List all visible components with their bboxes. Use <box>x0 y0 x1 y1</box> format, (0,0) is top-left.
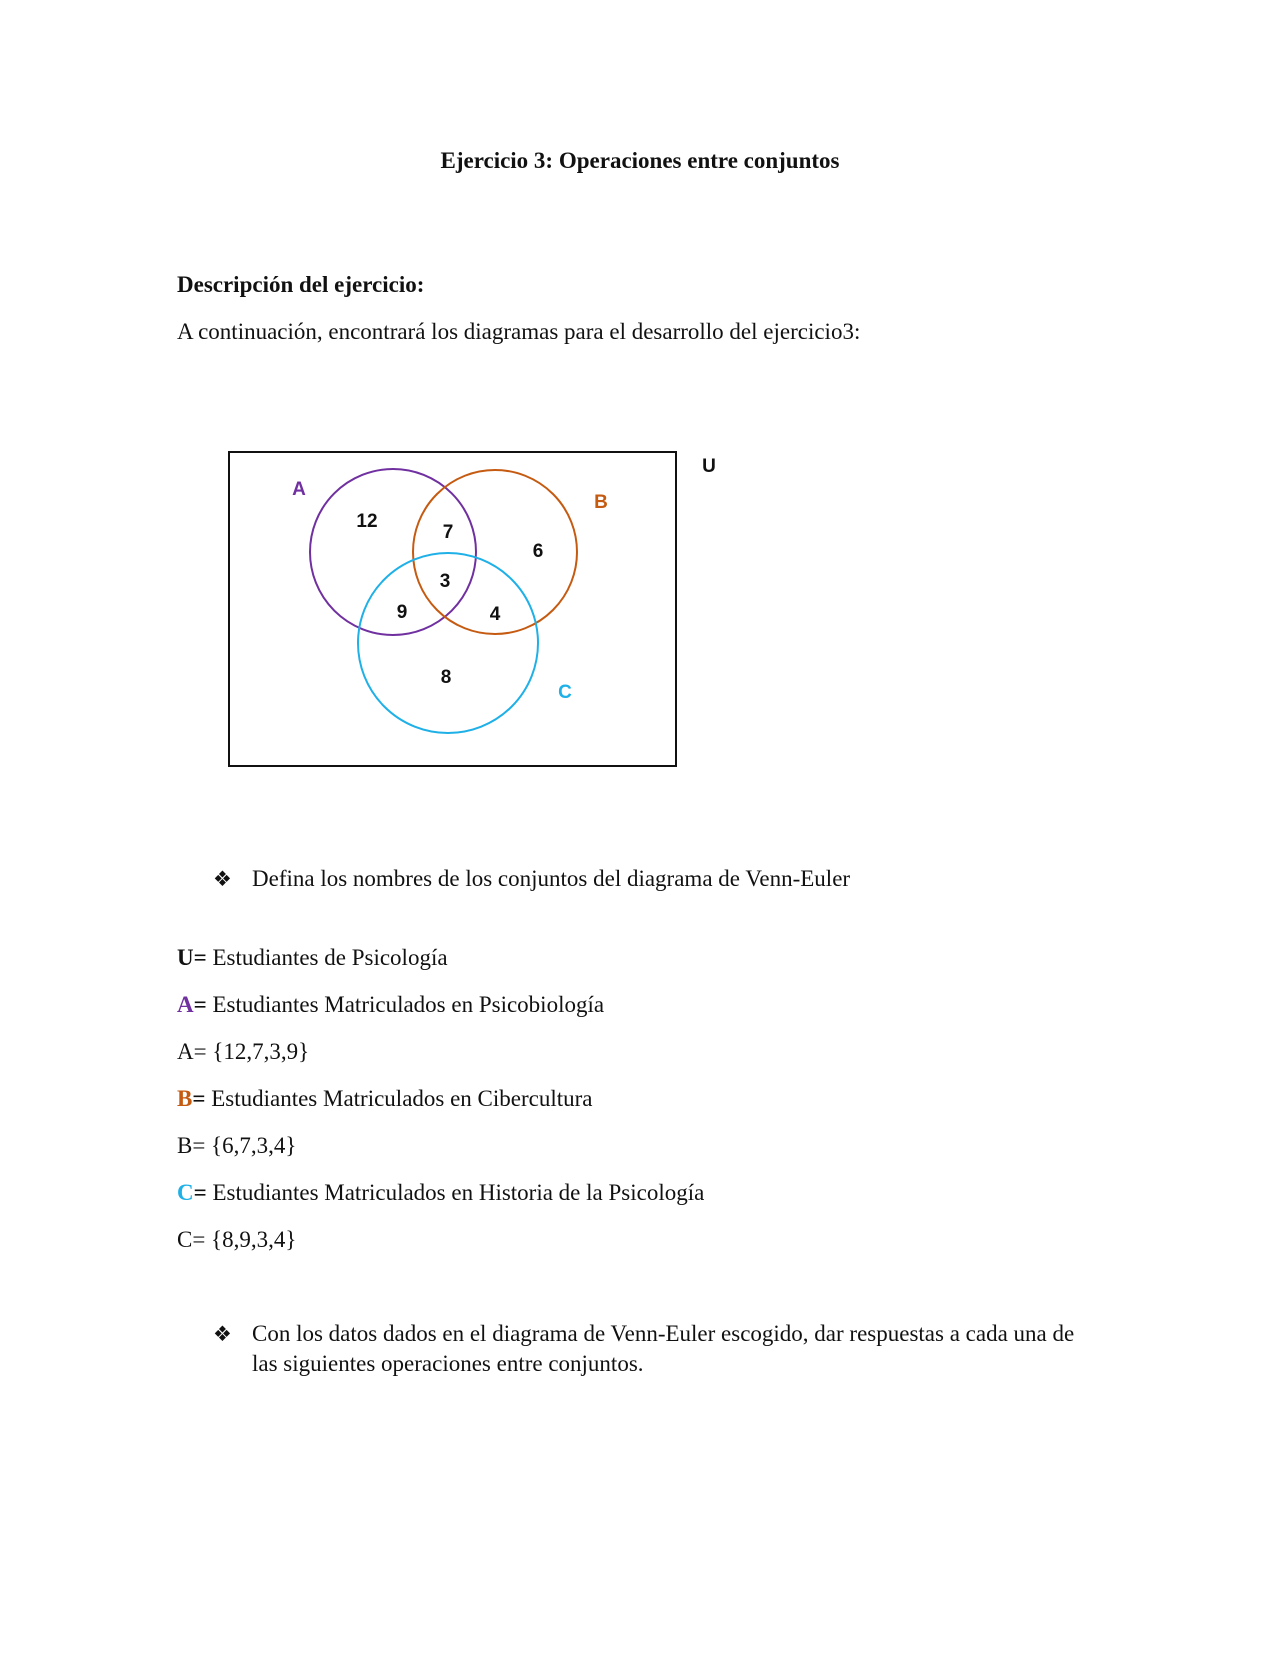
c-key: C <box>177 1180 194 1205</box>
set-b-label: B <box>594 492 608 513</box>
b-key: B <box>177 1086 193 1111</box>
bullet-icon: ❖ <box>213 867 232 891</box>
region-b-c: 4 <box>489 604 501 625</box>
set-c-elements: C= {8,9,3,4} <box>177 1227 297 1252</box>
set-a-elements: A= {12,7,3,9} <box>177 1039 310 1064</box>
a-key: A <box>177 992 194 1017</box>
definition-a <box>177 990 604 1020</box>
definition-u <box>177 943 448 973</box>
bullet-icon: ❖ <box>213 1322 232 1346</box>
c-text: Estudiantes Matriculados en Historia de la Psicología <box>206 1180 705 1205</box>
set-b-elements: B= {6,7,3,4} <box>177 1133 297 1158</box>
instruction-operations: Con los datos dados en el diagrama de Venn-Euler escogido, dar respuestas a cada una de las siguientes operaciones entre conjuntos. <box>252 1321 1075 1376</box>
a-text: Estudiantes Matriculados en Psicobiología <box>206 992 605 1017</box>
set-a-circle <box>310 469 476 635</box>
description-heading: Descripción del ejercicio: <box>177 272 425 297</box>
set-c-label: C <box>558 682 572 703</box>
definition-b <box>177 1084 593 1114</box>
u-text: Estudiantes de Psicología <box>206 945 448 970</box>
u-key: U= <box>177 945 207 970</box>
b-eq: = <box>192 1086 206 1111</box>
page-title: Ejercicio 3: Operaciones entre conjuntos <box>440 148 840 173</box>
region-only-a: 12 <box>356 511 378 532</box>
c-eq: = <box>193 1180 207 1205</box>
region-a-b: 7 <box>442 522 454 543</box>
region-only-c: 8 <box>440 667 452 688</box>
b-text: Estudiantes Matriculados en Cibercultura <box>205 1086 593 1111</box>
set-a-label: A <box>292 479 306 500</box>
region-a-c: 9 <box>396 602 408 623</box>
region-a-b-c: 3 <box>439 571 451 592</box>
a-eq: = <box>193 992 207 1017</box>
region-only-b: 6 <box>532 541 544 562</box>
universe-label: U <box>702 456 716 477</box>
intro-paragraph: A continuación, encontrará los diagramas para el desarrollo del ejercicio3: <box>177 319 861 344</box>
instruction-define-sets: Defina los nombres de los conjuntos del diagrama de Venn-Euler <box>252 866 851 891</box>
venn-diagram <box>0 0 1280 780</box>
definition-c <box>177 1178 704 1208</box>
